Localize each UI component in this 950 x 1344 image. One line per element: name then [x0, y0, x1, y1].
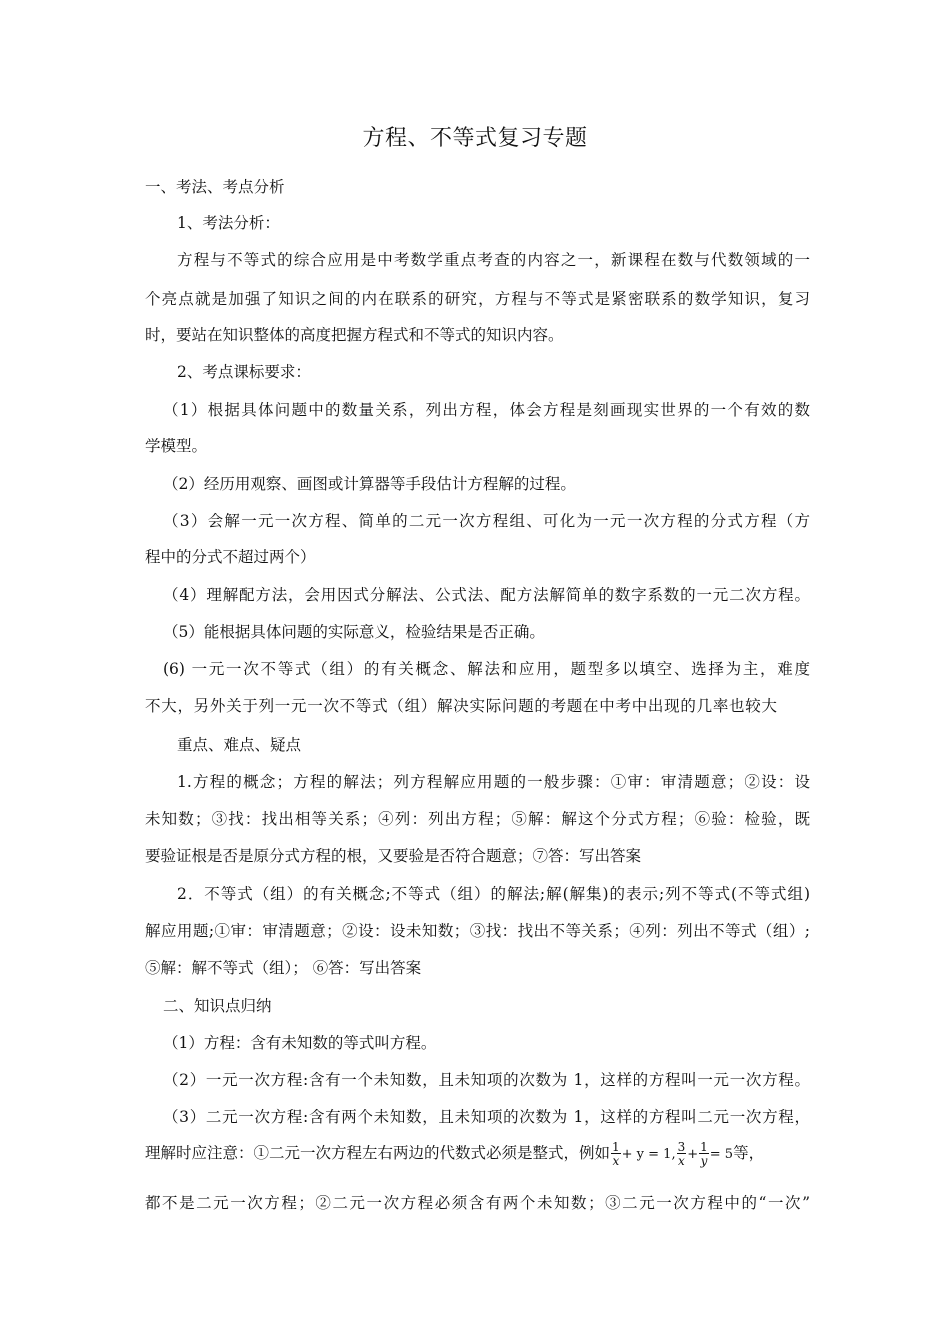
key-point-line: 解应用题;①审：审清题意；②设：设未知数；③找：找出不等关系；④列：列出不等式（组）; — [145, 922, 810, 940]
requirement-line: （1）根据具体问题中的数量关系，列出方程，体会方程是刻画现实世界的一个有效的数 — [163, 401, 810, 419]
requirement-line: （3）会解一元一次方程、简单的二元一次方程组、可化为一元一次方程的分式方程（方 — [163, 512, 810, 530]
requirement-line: （5）能根据具体问题的实际意义，检验结果是否正确。 — [163, 623, 545, 641]
fraction: $\frac{1}{y}$ — [700, 1140, 708, 1168]
key-point-line: 1.方程的概念；方程的解法；列方程解应用题的一般步骤：①审：审清题意；②设：设 — [177, 773, 810, 791]
key-point-line: 未知数；③找：找出相等关系；④列：列出方程；⑤解：解这个分式方程；⑥验：检验，既 — [145, 810, 810, 828]
paragraph-line: 个亮点就是加强了知识之间的内在联系的研究，方程与不等式是紧密联系的数学知识，复习 — [145, 290, 810, 308]
key-point-line: ⑤解：解不等式（组）； ⑥答：写出答案 — [145, 959, 422, 977]
fraction: $\frac{3}{x}$ — [677, 1140, 686, 1168]
paragraph-line: 方程与不等式的综合应用是中考数学重点考查的内容之一，新课程在数与代数领域的一 — [177, 251, 810, 269]
requirement-line: 不大，另外关于列一元一次不等式（组）解决实际问题的考题在中考中出现的几率也较大 — [145, 697, 777, 715]
knowledge-item-with-equations — [145, 1141, 810, 1167]
key-point-line: 2．不等式（组）的有关概念;不等式（组）的解法;解(解集)的表示;列不等式(不等式组) — [177, 885, 810, 903]
subheading-curriculum-requirements: 2、考点课标要求： — [177, 363, 311, 381]
requirement-line: (6) 一元一次不等式（组）的有关概念、解法和应用，题型多以填空、选择为主，难度 — [163, 660, 810, 678]
equation-text: + — [687, 1147, 699, 1162]
requirement-line: （4）理解配方法，会用因式分解法、公式法、配方法解简单的数字系数的一元二次方程。 — [163, 586, 810, 604]
equation-text: = 5 — [709, 1147, 734, 1162]
knowledge-item: （2）一元一次方程:含有一个未知数，且未知项的次数为 1，这样的方程叫一元一次方程。 — [163, 1071, 810, 1089]
subheading-method-analysis: 1、考法分析： — [177, 214, 280, 232]
subheading-key-points: 重点、难点、疑点 — [177, 736, 302, 754]
knowledge-item: 都不是二元一次方程；②二元一次方程必须含有两个未知数；③二元一次方程中的“一次” — [145, 1194, 810, 1212]
requirement-line: 学模型。 — [145, 437, 208, 455]
equation-text: + y = 1, — [621, 1147, 676, 1162]
requirement-line: （2）经历用观察、画图或计算器等手段估计方程解的过程。 — [163, 475, 576, 493]
fraction: $\frac{1}{x}$ — [612, 1140, 620, 1168]
knowledge-item: （3）二元一次方程:含有两个未知数，且未知项的次数为 1，这样的方程叫二元一次方程， — [163, 1108, 810, 1126]
equation-tail-text: 等， — [733, 1144, 765, 1162]
equation-lead-text: 理解时应注意：①二元一次方程左右两边的代数式必须是整式，例如 — [145, 1144, 611, 1162]
requirement-line: 程中的分式不超过两个） — [145, 548, 316, 566]
knowledge-item: （1）方程：含有未知数的等式叫方程。 — [163, 1034, 437, 1052]
section-heading-analysis: 一、考法、考点分析 — [145, 178, 285, 196]
page-title: 方程、不等式复习专题 — [362, 126, 588, 151]
paragraph-line: 时，要站在知识整体的高度把握方程式和不等式的知识内容。 — [145, 326, 564, 344]
section-heading-knowledge: 二、知识点归纳 — [163, 997, 272, 1015]
key-point-line: 要验证根是否是原分式方程的根，又要验是否符合题意；⑦答：写出答案 — [145, 847, 642, 865]
